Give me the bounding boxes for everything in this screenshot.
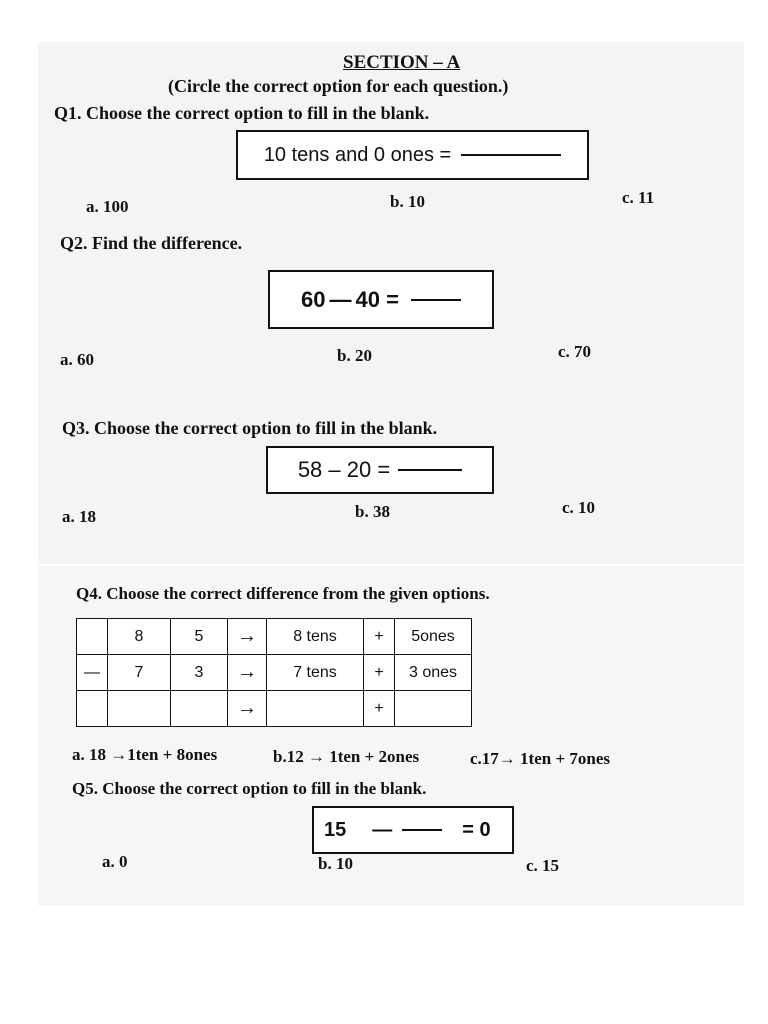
table-row	[77, 655, 472, 691]
q2-minus-operator: —	[329, 286, 352, 312]
worksheet-lower-panel	[38, 566, 744, 906]
table-cell	[77, 619, 108, 655]
q5-option-c[interactable]: c. 15	[526, 856, 560, 875]
q4-option-a[interactable]: a. 18 →1ten + 8ones	[72, 745, 218, 764]
q2-answer-blank[interactable]	[411, 299, 461, 301]
q2-option-c[interactable]: c. 70	[558, 342, 592, 361]
arrow-icon: →	[228, 655, 267, 691]
table-cell[interactable]	[108, 691, 171, 727]
q2-equation-box	[268, 270, 494, 329]
q4-expanded-form-table	[76, 618, 472, 727]
q4-option-b[interactable]: b.12 → 1ten + 2ones	[273, 747, 420, 766]
plus-sign: +	[364, 691, 395, 727]
q4-option-c[interactable]: c.17→ 1ten + 7ones	[470, 749, 611, 768]
q5-option-b[interactable]: b. 10	[318, 854, 353, 873]
section-title: SECTION – A	[343, 52, 461, 73]
table-cell: 3 ones	[395, 655, 472, 691]
table-cell: 5	[171, 619, 228, 655]
q3-option-a[interactable]: a. 18	[62, 507, 96, 526]
q1-answer-blank[interactable]	[461, 154, 561, 156]
q1-equation: 10 tens and 0 ones =	[263, 143, 452, 166]
q5-equation-right: = 0	[462, 818, 491, 841]
q5-equation-left: 15	[324, 818, 347, 841]
table-cell[interactable]	[267, 691, 364, 727]
q3-equation-box	[266, 446, 494, 494]
q3-option-b[interactable]: b. 38	[355, 502, 390, 521]
q3-answer-blank[interactable]	[398, 469, 462, 471]
q2-equation-left: 60	[301, 286, 326, 312]
q1-equation-box	[236, 130, 589, 180]
table-row	[77, 619, 472, 655]
plus-sign: +	[364, 655, 395, 691]
table-cell: 5ones	[395, 619, 472, 655]
q3-question: Q3. Choose the correct option to fill in the blank.	[62, 418, 438, 438]
table-row	[77, 691, 472, 727]
q3-option-c[interactable]: c. 10	[562, 498, 596, 517]
q5-minus-operator: —	[372, 818, 393, 841]
arrow-icon: →	[228, 691, 267, 727]
q5-equation-box	[312, 806, 514, 854]
q2-question: Q2. Find the difference.	[60, 233, 243, 253]
section-instruction: (Circle the correct option for each question.)	[168, 76, 509, 96]
table-cell: 8	[108, 619, 171, 655]
arrow-icon: →	[228, 619, 267, 655]
q5-question: Q5. Choose the correct option to fill in the blank.	[72, 779, 427, 798]
table-cell[interactable]	[395, 691, 472, 727]
q5-answer-blank[interactable]	[402, 829, 442, 831]
q3-equation: 58 – 20 =	[297, 457, 391, 482]
table-cell: 7 tens	[267, 655, 364, 691]
q2-equation-right: 40 =	[355, 286, 399, 312]
table-cell[interactable]	[171, 691, 228, 727]
q4-question: Q4. Choose the correct difference from the given options.	[76, 584, 490, 603]
q5-option-a[interactable]: a. 0	[102, 852, 128, 871]
table-cell: 8 tens	[267, 619, 364, 655]
table-cell[interactable]	[77, 691, 108, 727]
q1-option-a[interactable]: a. 100	[86, 197, 129, 216]
q1-question: Q1. Choose the correct option to fill in the blank.	[54, 103, 430, 123]
q1-option-c[interactable]: c. 11	[622, 188, 655, 207]
plus-sign: +	[364, 619, 395, 655]
q1-option-b[interactable]: b. 10	[390, 192, 425, 211]
table-cell: 3	[171, 655, 228, 691]
q2-option-b[interactable]: b. 20	[337, 346, 372, 365]
table-cell: 7	[108, 655, 171, 691]
q2-option-a[interactable]: a. 60	[60, 350, 94, 369]
minus-sign: —	[77, 655, 108, 691]
